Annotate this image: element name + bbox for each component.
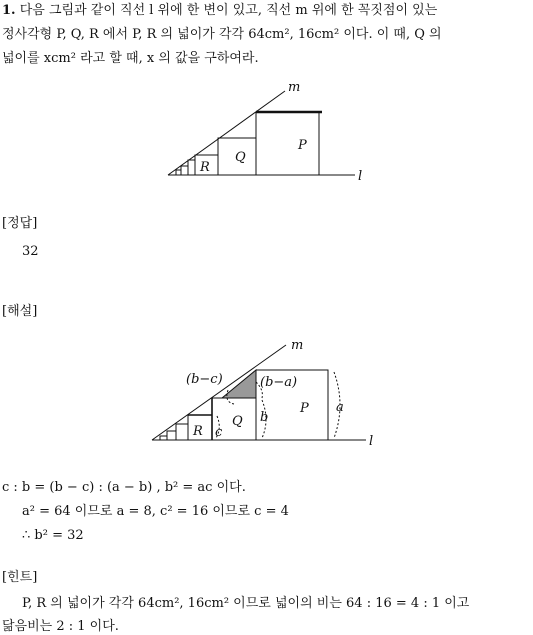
hint-line-2: 닮음비는 2 : 1 이다. (2, 619, 119, 634)
label-R: R (200, 160, 210, 175)
label-b: b (260, 410, 269, 425)
answer-value: 32 (22, 244, 39, 259)
label-m-2: m (291, 338, 304, 353)
answer-label: [정답] (2, 216, 38, 231)
shaded-triangle (222, 370, 256, 398)
problem-number: 1. (2, 3, 16, 18)
label-a: a (336, 400, 344, 415)
label-Q-2: Q (232, 414, 243, 429)
label-P: P (298, 138, 307, 153)
problem-text-1: 다음 그림과 같이 직선 l 위에 한 변이 있고, 직선 m 위에 한 꼭짓점이 있는 (19, 3, 438, 18)
hint-label: [힌트] (2, 570, 38, 585)
label-P-2: P (300, 401, 309, 416)
solution-line-3: ∴ b² = 32 (22, 528, 84, 543)
label-c: c (215, 425, 223, 440)
problem-line-2: 정사각형 P, Q, R 에서 P, R 의 넓이가 각각 64cm², 16cm² 이다. 이 때, Q 의 (2, 27, 442, 42)
hint-line-1: P, R 의 넓이가 각각 64cm², 16cm² 이므로 넓이의 비는 64 : 16 = 4 : 1 이고 (22, 596, 470, 611)
problem-line-3: 넓이를 xcm² 라고 할 때, x 의 값을 구하여라. (2, 51, 259, 66)
label-ba: (b−a) (260, 375, 298, 390)
label-l-2: l (369, 434, 374, 449)
solution-line-2: a² = 64 이므로 a = 8, c² = 16 이므로 c = 4 (22, 504, 289, 519)
label-Q: Q (235, 150, 246, 165)
label-bc: (b−c) (186, 372, 223, 387)
solution-label: [해설] (2, 304, 38, 319)
label-l: l (358, 169, 363, 184)
solution-line-1: c : b = (b − c) : (a − b) , b² = ac 이다. (2, 480, 246, 495)
label-m: m (288, 80, 301, 95)
label-R-2: R (193, 424, 203, 439)
